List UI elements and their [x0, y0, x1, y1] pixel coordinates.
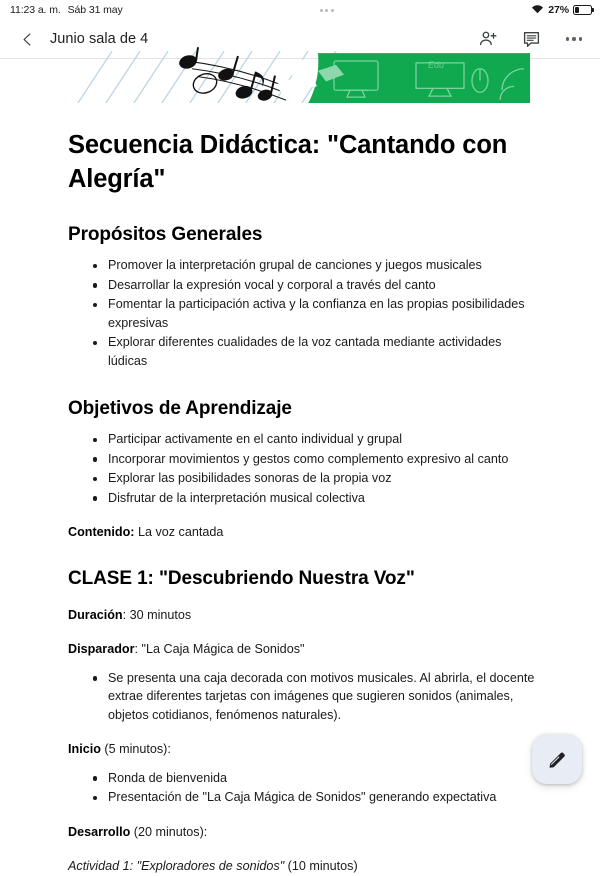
add-person-icon: [478, 29, 498, 49]
overflow-menu-button[interactable]: [562, 27, 586, 51]
list-item: Disfrutar de la interpretación musical colectiva: [108, 489, 538, 508]
status-bar-left: [10, 4, 123, 16]
list-item: Presentación de "La Caja Mágica de Sonidos" generando expectativa: [108, 788, 538, 807]
music-education-banner-graphic: [68, 59, 530, 103]
list-item: Promover la interpretación grupal de canciones y juegos musicales: [108, 256, 538, 275]
wifi-icon: [531, 4, 544, 17]
section-heading-objetivos: Objetivos de Aprendizaje: [68, 398, 292, 420]
contenido-paragraph: [68, 523, 538, 542]
propositos-list: [68, 256, 538, 370]
page-title: Secuencia Didáctica: "Cantando con Alegría": [68, 131, 508, 193]
edit-fab-button[interactable]: [532, 734, 582, 784]
camera-dots-icon: [320, 9, 334, 12]
document-content[interactable]: [0, 103, 600, 874]
duracion-value: : 30 minutos: [122, 607, 192, 622]
comment-icon: [522, 30, 541, 49]
battery-icon: [573, 5, 592, 15]
duracion-label: Duración: [68, 607, 123, 622]
inicio-list: [68, 769, 538, 807]
objetivos-list: [68, 430, 538, 507]
status-bar-center: [123, 9, 532, 12]
desarrollo-paragraph: [68, 823, 538, 842]
list-item: Explorar diferentes cualidades de la voz cantada mediante actividades lúdicas: [108, 333, 538, 370]
edit-pencil-icon: [546, 748, 568, 770]
app-bar-actions: [476, 27, 586, 51]
chevron-left-icon: [19, 31, 36, 48]
banner-image: [68, 59, 530, 103]
document-banner: [0, 58, 600, 103]
list-item: Participar activamente en el canto individual y grupal: [108, 430, 538, 449]
list-item: Se presenta una caja decorada con motivos musicales. Al abrirla, el docente extrae diferentes tarjetas con imágenes que sugieren sonidos (animales, objetos cotidianos, fenómenos naturales).: [108, 669, 538, 725]
disparador-paragraph: [68, 640, 538, 659]
duracion-paragraph: [68, 606, 538, 625]
inicio-label: Inicio: [68, 742, 101, 757]
status-time: 11:23 a. m.: [10, 4, 61, 16]
document-title[interactable]: Junio sala de 4: [50, 31, 149, 47]
list-item: Fomentar la participación activa y la confianza en las propias posibilidades expresivas: [108, 295, 538, 332]
actividad-1-paragraph: [68, 857, 538, 876]
disparador-label: Disparador: [68, 642, 135, 657]
list-item: Desarrollar la expresión vocal y corporal a través del canto: [108, 276, 538, 295]
battery-percent-label: 27%: [548, 4, 569, 16]
section-heading-clase-1: CLASE 1: "Descubriendo Nuestra Voz": [68, 567, 415, 589]
list-item: Ronda de bienvenida: [108, 769, 538, 788]
disparador-list: [68, 669, 538, 725]
desarrollo-value: (20 minutos):: [130, 824, 208, 839]
list-item: Incorporar movimientos y gestos como complemento expresivo al canto: [108, 450, 538, 469]
actividad-1-title: Actividad 1: "Exploradores de sonidos": [68, 859, 285, 874]
section-heading-propositos: Propósitos Generales: [68, 224, 263, 246]
disparador-value: : "La Caja Mágica de Sonidos": [134, 642, 305, 657]
status-bar-right: [531, 4, 592, 17]
list-item: Explorar las posibilidades sonoras de la propia voz: [108, 469, 538, 488]
back-button[interactable]: [12, 24, 42, 54]
desarrollo-label: Desarrollo: [68, 824, 131, 839]
contenido-value: La voz cantada: [134, 525, 224, 540]
actividad-1-duration: (10 minutos): [284, 859, 358, 874]
contenido-label: Contenido:: [68, 525, 135, 540]
add-person-button[interactable]: [476, 27, 500, 51]
app-bar: [0, 20, 600, 58]
inicio-paragraph: [68, 740, 538, 759]
status-bar: [0, 0, 600, 20]
comment-button[interactable]: [519, 27, 543, 51]
inicio-value: (5 minutos):: [100, 742, 171, 757]
svg-text:Edu: Edu: [428, 59, 445, 70]
overflow-menu-icon: [566, 37, 582, 40]
status-date: Sáb 31 may: [67, 4, 123, 16]
